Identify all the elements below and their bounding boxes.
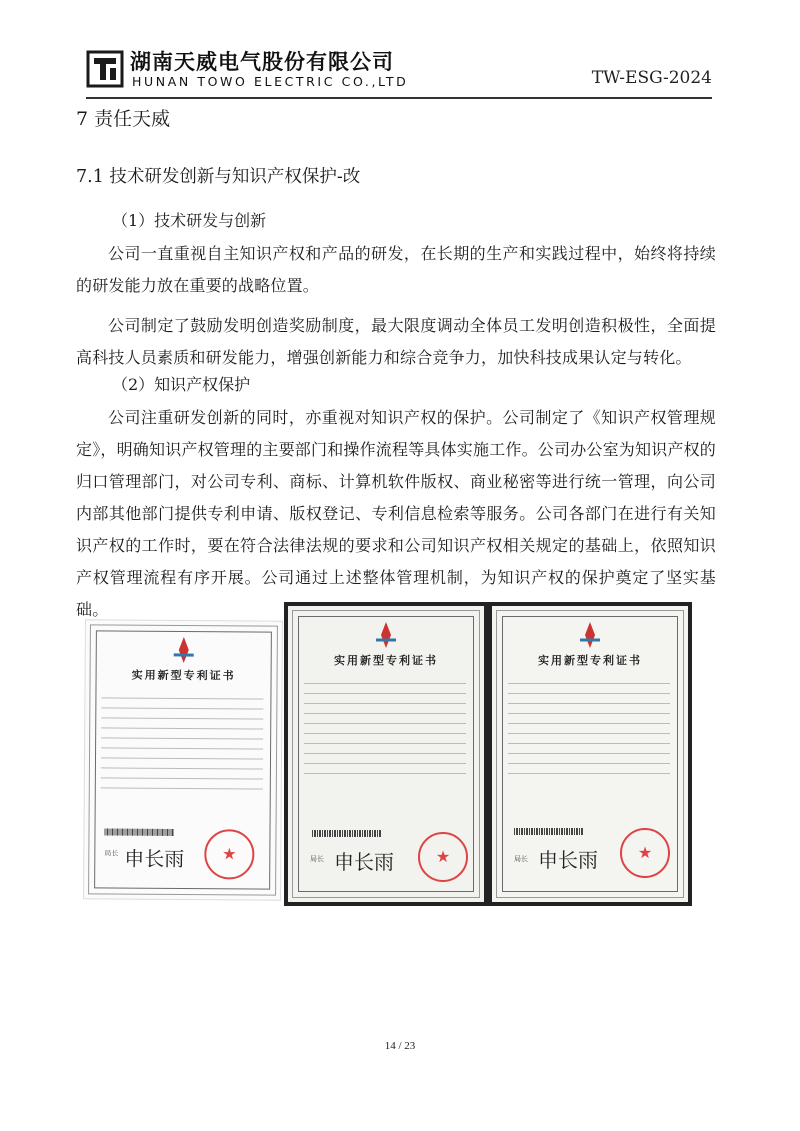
emblem-icon [169, 635, 199, 665]
patent-certificate-1 [83, 619, 283, 900]
header-divider [86, 97, 712, 99]
part1-paragraph-1: 公司一直重视自主知识产权和产品的研发，在长期的生产和实践过程中，始终将持续的研发能力放在重要的战略位置。 [76, 244, 716, 295]
patent-certificate-3 [492, 606, 688, 902]
emblem-icon [371, 620, 401, 650]
barcode [514, 828, 584, 835]
part2-title: （2）知识产权保护 [112, 375, 251, 394]
signature: 申长雨 [124, 846, 185, 872]
official-seal [418, 832, 468, 882]
barcode [312, 830, 382, 837]
certificate-title: 实用新型专利证书 [538, 654, 642, 667]
emblem-icon [575, 620, 605, 650]
bureau-label: 局长 [104, 849, 119, 858]
bureau-label: 局长 [310, 855, 324, 863]
part1-paragraph-2: 公司制定了鼓励发明创造奖励制度，最大限度调动全体员工发明创造积极性，全面提高科技人员素质和研发能力，增强创新能力和综合竞争力，加快科技成果认定与转化。 [76, 316, 716, 367]
signature: 申长雨 [538, 848, 598, 872]
page-header [86, 44, 712, 96]
document-code: TW-ESG-2024 [591, 68, 712, 88]
page-number: 14 / 23 [384, 1040, 416, 1052]
part2-paragraph-1: 公司注重研发创新的同时，亦重视对知识产权的保护。公司制定了《知识产权管理规定》，明确知识产权管理的主要部门和操作流程等具体实施工作。公司办公室为知识产权的归口管理部门，对公司专利、商标、计算机软件版权、商业秘密等进行统一管理，向公司内部其他部门提供专利申请、版权登记、专利信息检索等服务。公司各部门在进行有关知识产权的工作时，要在符合法律法规的要求和公司知识产权相关规定的基础上，依照知识产权管理流程有序开展。公司通过上述整体管理机制，为知识产权的保护奠定了坚实基础。 [76, 408, 717, 619]
official-seal [204, 829, 254, 879]
signature: 申长雨 [334, 850, 394, 874]
certificate-title: 实用新型专利证书 [334, 654, 438, 667]
section-heading: 7 责任天威 [76, 108, 171, 130]
company-logo-icon [86, 50, 124, 88]
company-name-cn: 湖南天威电气股份有限公司 [130, 50, 394, 74]
part1-title: （1）技术研发与创新 [112, 211, 267, 230]
patent-certificate-2 [288, 606, 484, 902]
company-name-en: HUNAN TOWO ELECTRIC CO.,LTD [132, 74, 409, 89]
subsection-heading: 7.1 技术研发创新与知识产权保护-改 [76, 167, 361, 187]
bureau-label: 局长 [514, 855, 528, 863]
certificate-title: 实用新型专利证书 [131, 668, 236, 683]
barcode [104, 828, 174, 835]
official-seal [620, 828, 670, 878]
